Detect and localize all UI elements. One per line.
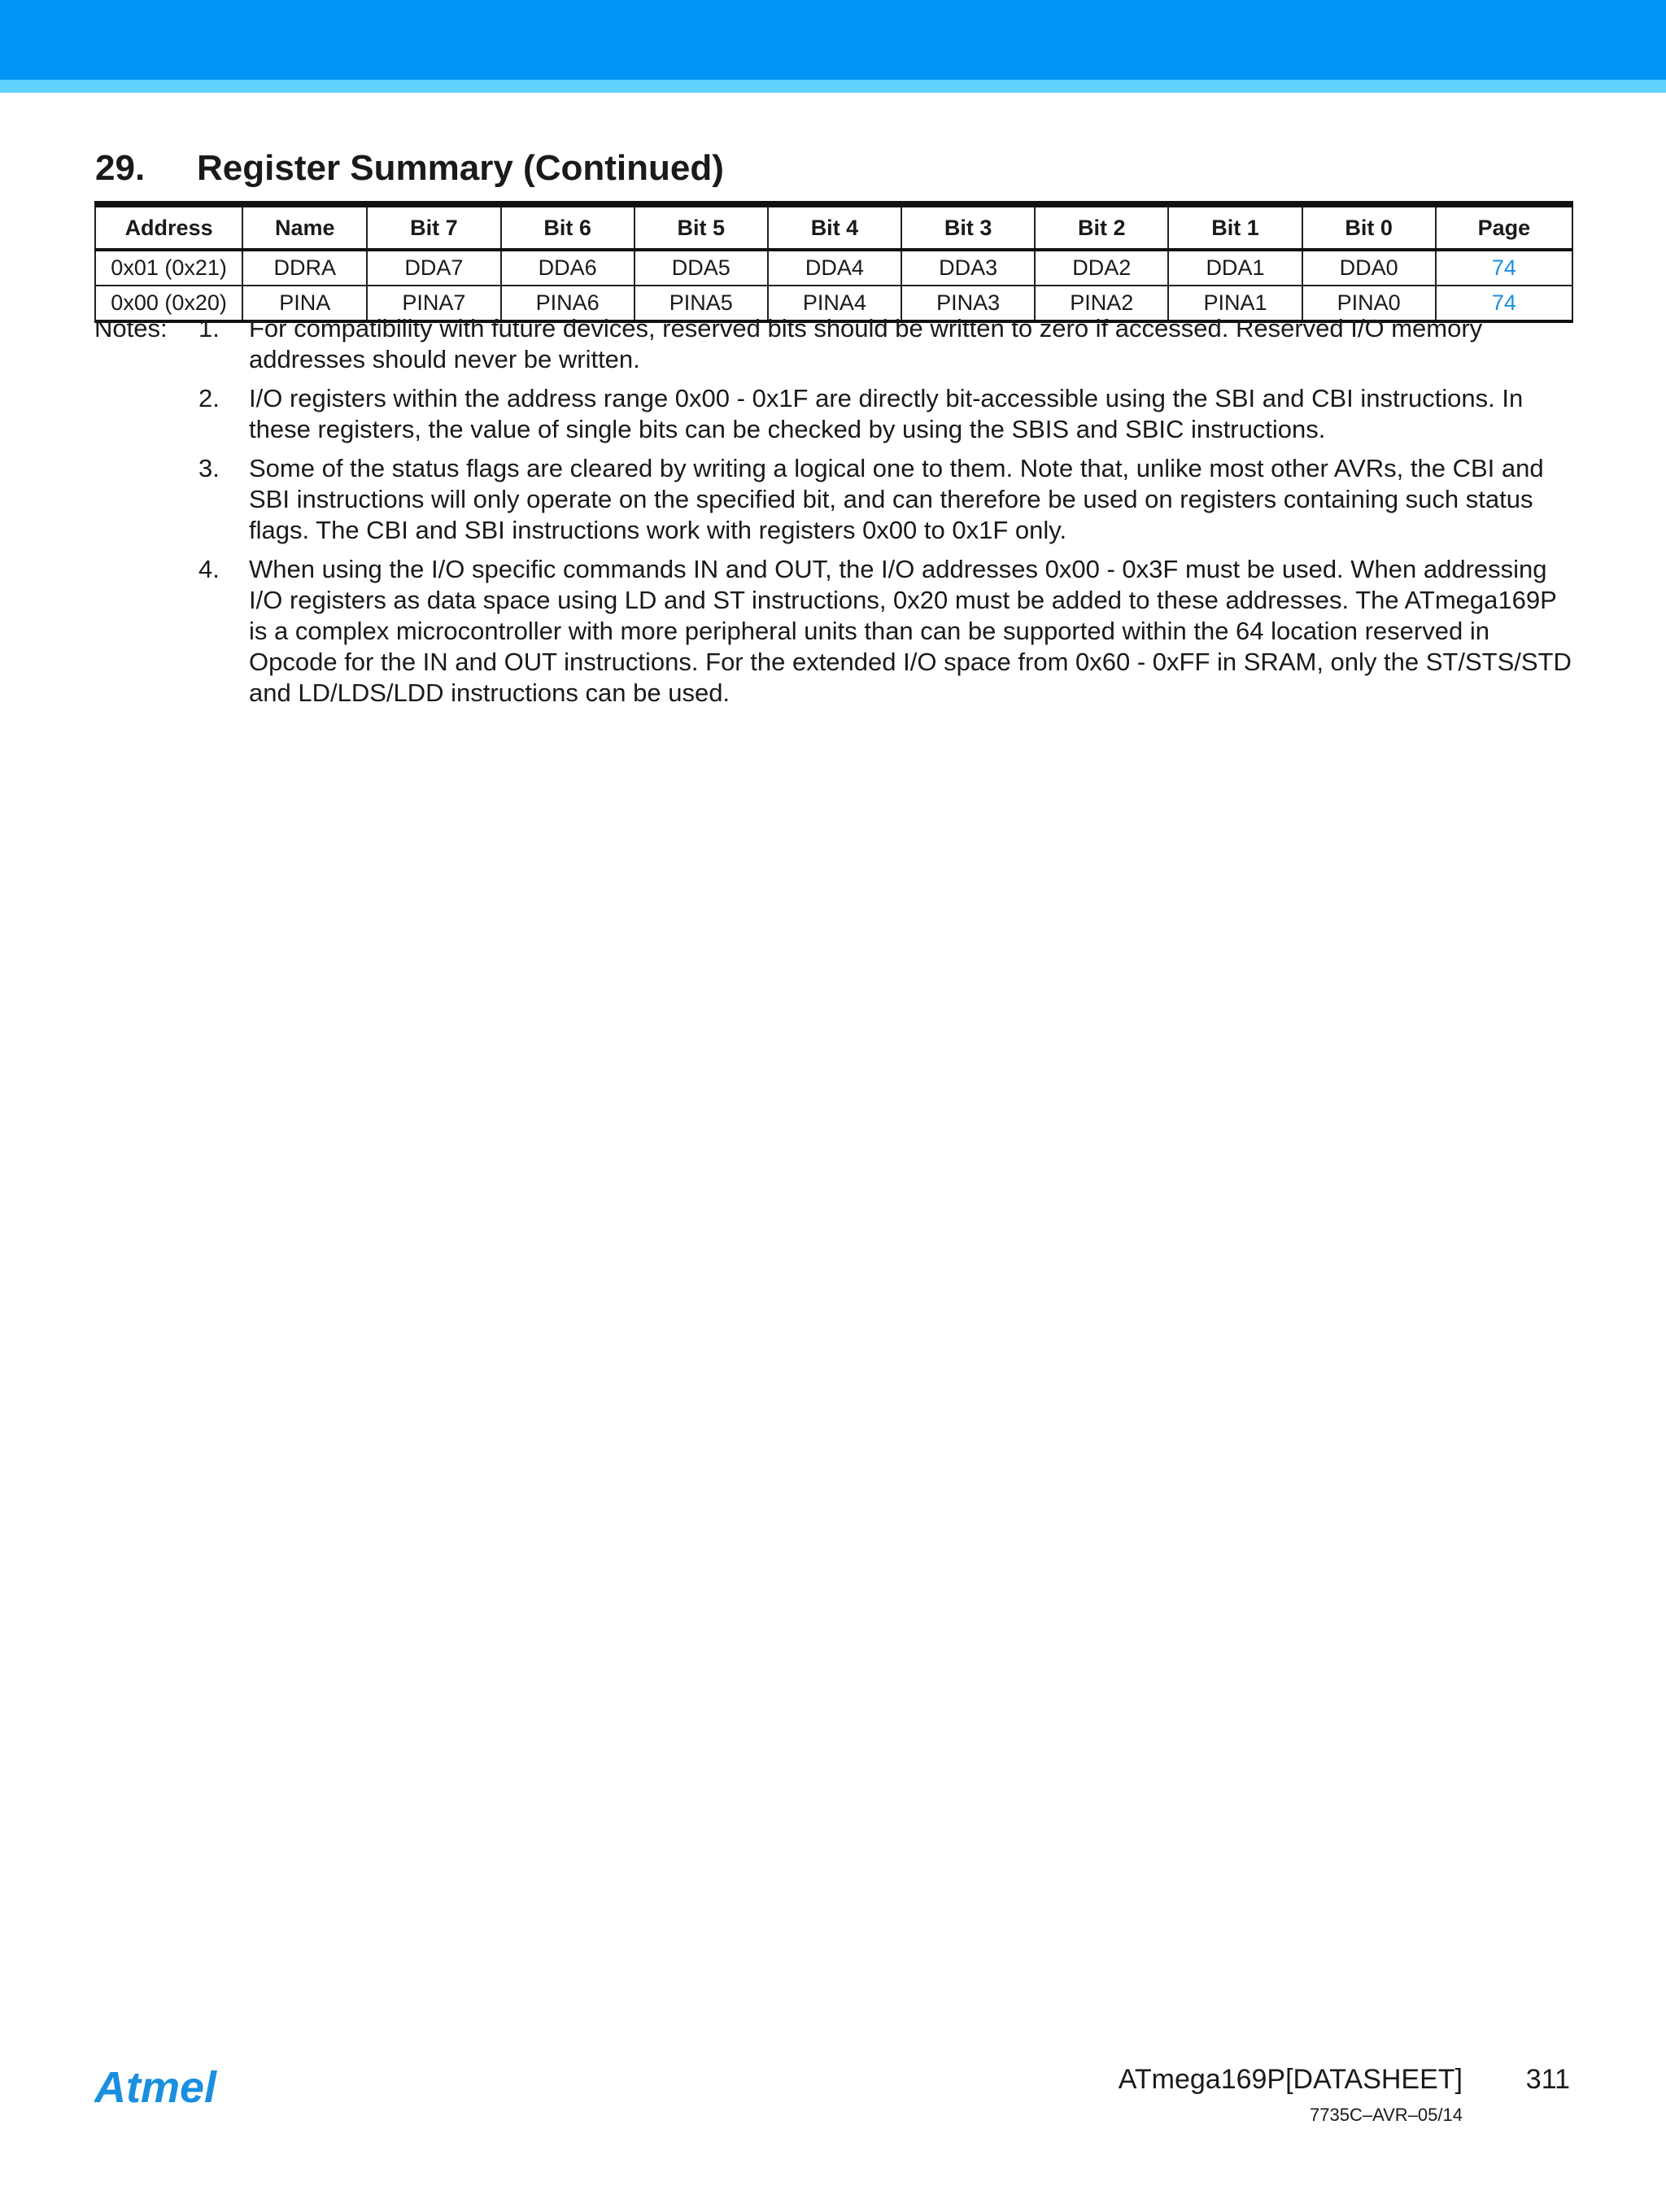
cell-name: DDRA <box>242 250 367 286</box>
cell-bit3: DDA3 <box>901 250 1035 286</box>
note-number: 1. <box>198 314 220 342</box>
logo-text: Atmel <box>94 2063 217 2112</box>
note-text: I/O registers within the address range 0x00 - 0x1F are directly bit-accessible using the SBI and CBI instructions. In these registers, the value of single bits can be checked by using the SBIS and SBIC instructions. <box>249 384 1524 443</box>
col-header-address: Address <box>95 204 242 250</box>
note-item <box>94 554 1575 709</box>
col-header-bit0: Bit 0 <box>1302 204 1436 250</box>
note-number: 2. <box>198 384 220 412</box>
document-title: ATmega169P[DATASHEET] <box>1118 2064 1463 2095</box>
cell-bit7: DDA7 <box>367 250 500 286</box>
cell-bit2: DDA2 <box>1035 250 1168 286</box>
register-summary-table <box>94 201 1573 323</box>
section-title-text: Register Summary (Continued) <box>197 148 724 188</box>
page-link[interactable]: 74 <box>1436 250 1572 286</box>
note-item <box>94 453 1575 546</box>
section-number: 29. <box>95 148 146 188</box>
notes-label: Notes: <box>94 314 168 342</box>
cell-address: 0x01 (0x21) <box>95 250 242 286</box>
notes-section <box>94 313 1575 717</box>
note-number: 3. <box>198 454 220 482</box>
note-item <box>94 383 1575 445</box>
cell-bit1: PINA1 <box>1168 286 1302 321</box>
col-header-bit2: Bit 2 <box>1035 204 1168 250</box>
cell-bit4: DDA4 <box>768 250 901 286</box>
page-link[interactable]: 74 <box>1436 286 1572 321</box>
note-item <box>94 313 1575 375</box>
cell-bit6: DDA6 <box>501 250 635 286</box>
note-text: For compatibility with future devices, reserved bits should be written to zero if accessed. Reserved I/O memory addresses should never be written. <box>249 314 1483 373</box>
cell-bit2: PINA2 <box>1035 286 1168 321</box>
header-stripe <box>0 80 1666 93</box>
table-row <box>95 250 1572 286</box>
cell-bit1: DDA1 <box>1168 250 1302 286</box>
cell-bit5: DDA5 <box>635 250 768 286</box>
col-header-bit4: Bit 4 <box>768 204 901 250</box>
col-header-bit6: Bit 6 <box>501 204 635 250</box>
cell-bit0: PINA0 <box>1302 286 1436 321</box>
table-header-row <box>95 204 1572 250</box>
col-header-bit3: Bit 3 <box>901 204 1035 250</box>
cell-bit3: PINA3 <box>901 286 1035 321</box>
col-header-name: Name <box>242 204 367 250</box>
cell-bit4: PINA4 <box>768 286 901 321</box>
atmel-logo <box>94 2060 241 2117</box>
note-text: Some of the status flags are cleared by writing a logical one to them. Note that, unlike most other AVRs, the CBI and SBI instructions will only operate on the specified bit, and can therefore be used on registers containing such status flags. The CBI and SBI instructions work with registers 0x00 to 0x1F only. <box>249 454 1544 544</box>
cell-bit0: DDA0 <box>1302 250 1436 286</box>
header-band <box>0 0 1666 80</box>
cell-bit6: PINA6 <box>501 286 635 321</box>
cell-address: 0x00 (0x20) <box>95 286 242 321</box>
page-number: 311 <box>1525 2064 1570 2095</box>
cell-name: PINA <box>242 286 367 321</box>
col-header-bit1: Bit 1 <box>1168 204 1302 250</box>
cell-bit7: PINA7 <box>367 286 500 321</box>
document-code: 7735C–AVR–05/14 <box>1310 2105 1463 2125</box>
note-text: When using the I/O specific commands IN and OUT, the I/O addresses 0x00 - 0x3F must be used. When addressing I/O registers as data space using LD and ST instructions, 0x20 must be added to these addresses. The ATmega169P is a complex microcontroller with more peripheral units than can be supported within the 64 location reserved in Opcode for the IN and OUT instructions. For the extended I/O space from 0x60 - 0xFF in SRAM, only the ST/STS/STD and LD/LDS/LDD instructions can be used. <box>249 555 1572 707</box>
col-header-page: Page <box>1436 204 1572 250</box>
section-title <box>95 145 724 192</box>
cell-bit5: PINA5 <box>635 286 768 321</box>
note-number: 4. <box>198 555 220 583</box>
col-header-bit5: Bit 5 <box>635 204 768 250</box>
col-header-bit7: Bit 7 <box>367 204 500 250</box>
